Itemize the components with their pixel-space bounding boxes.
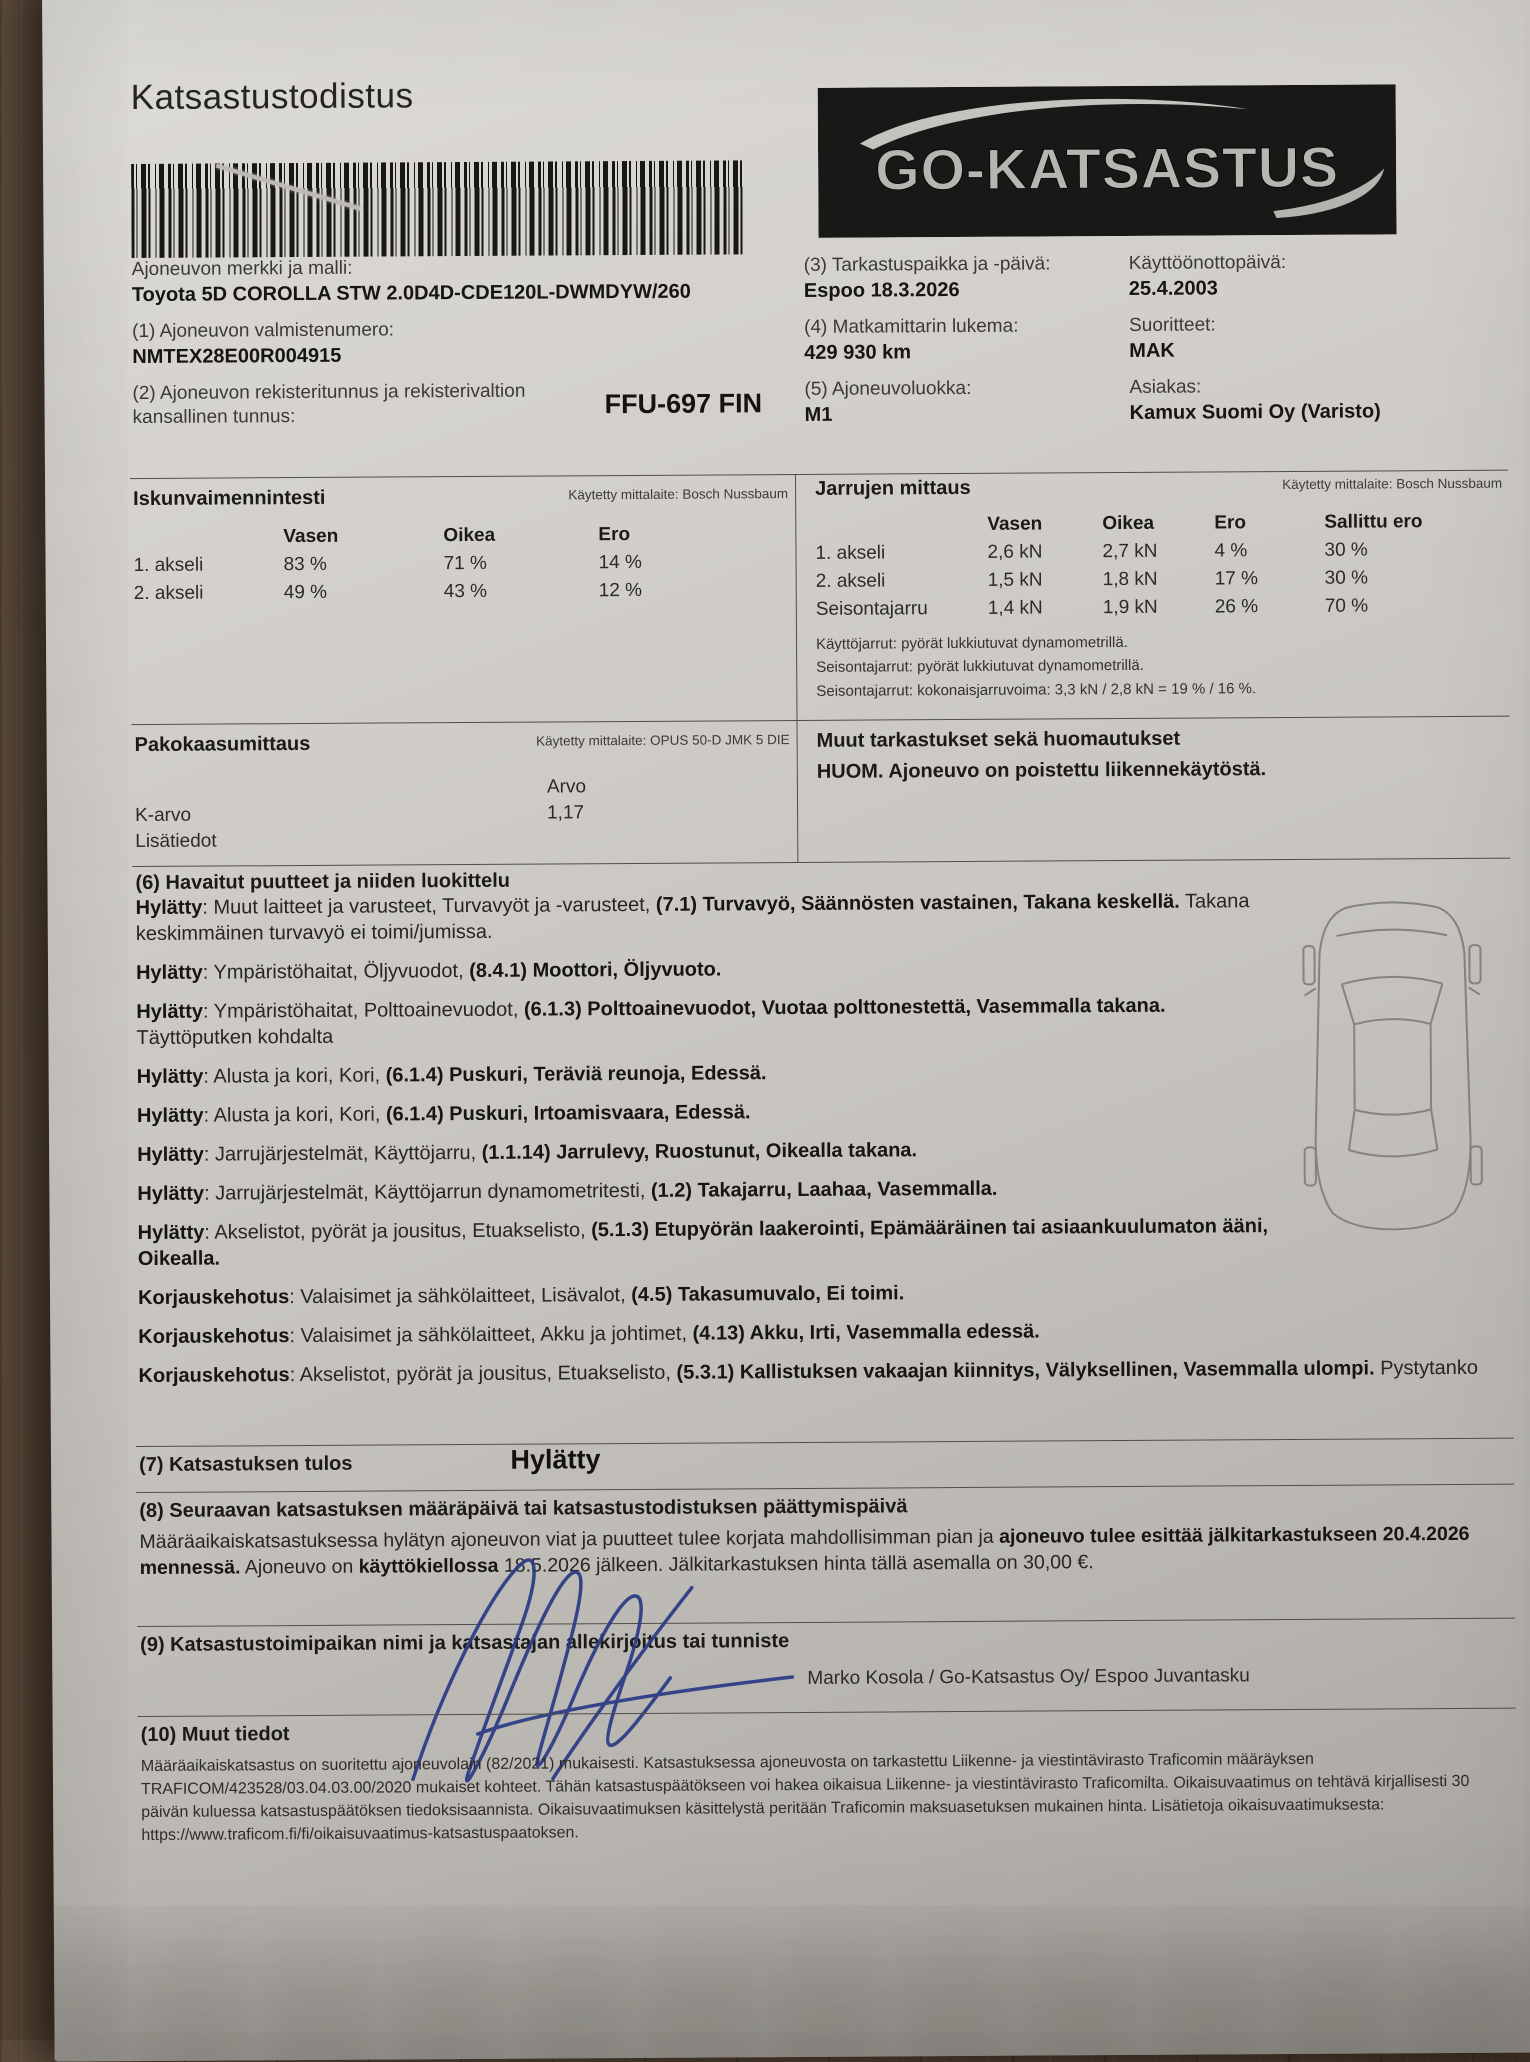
- defects-heading: (6) Havaitut puutteet ja niiden luokittelu: [135, 869, 511, 895]
- table-cell: 49 %: [283, 581, 328, 604]
- table-cell: 17 %: [1214, 568, 1259, 590]
- col-header: Ero: [598, 524, 631, 546]
- defect-item: Hylätty: Alusta ja kori, Kori, (6.1.4) Puskuri, Teräviä reunoja, Edessä.: [136, 1062, 767, 1089]
- table-cell: 14 %: [598, 551, 642, 574]
- brake-note: Seisontajarrut: kokonaisjarruvoima: 3,3 kN / 2,8 kN = 19 % / 16 %.: [816, 679, 1257, 700]
- table-cell: 71 %: [443, 552, 487, 575]
- customer-label: Asiakas:: [1129, 376, 1202, 398]
- intro-date-label: Käyttöönottopäivä:: [1128, 252, 1287, 274]
- divider: [137, 1618, 1515, 1627]
- brake-test-panel: [815, 474, 1503, 703]
- col-header: Vasen: [987, 513, 1043, 535]
- service-value: MAK: [1129, 339, 1175, 362]
- divider: [132, 716, 1510, 725]
- table-row-label: 1. akseli: [815, 542, 886, 564]
- table-cell: 12 %: [598, 579, 643, 602]
- make-model-cell: [132, 254, 804, 320]
- odometer-value: 429 930 km: [804, 341, 912, 364]
- result-section: [138, 1444, 601, 1478]
- intro-date-cell: [1129, 250, 1501, 314]
- col-header: Sallittu ero: [1324, 511, 1423, 533]
- inspection-result: Hylätty: [510, 1444, 601, 1475]
- go-katsastus-logo: [818, 84, 1397, 238]
- certificate-paper: [42, 0, 1530, 2062]
- defect-item: Korjauskehotus: Valaisimet ja sähkölaitteet, Akku ja johtimet, (4.13) Akku, Irti, Vasemmalla edessä.: [138, 1320, 1040, 1349]
- table-row-label: 2. akseli: [133, 582, 204, 605]
- car-top-view-diagram: [1298, 893, 1488, 1236]
- other-info-heading: (10) Muut tiedot: [140, 1723, 290, 1747]
- shock-test-table: [133, 523, 788, 605]
- table-cell: 4 %: [1214, 540, 1248, 562]
- defect-item: Hylätty: Ympäristöhaitat, Polttoainevuodot, (6.1.3) Polttoainevuodot, Vuotaa polttonestettä, Vasemmalla takana. Täyttöputken kohdalta: [136, 994, 1166, 1050]
- emission-test-panel: [135, 730, 791, 853]
- table-row-label: 1. akseli: [133, 554, 204, 577]
- col-header: Oikea: [1102, 512, 1155, 535]
- logo-text: GO-KATSASTUS: [875, 135, 1340, 203]
- table-row-label: 2. akseli: [815, 570, 886, 592]
- place-value: Espoo 18.3.2026: [803, 278, 960, 302]
- defect-item: Korjauskehotus: Akselistot, pyörät ja jousitus, Etuakselisto, (5.3.1) Kallistuksen vakaajan kiinnitys, Välyksellinen, Vasemmalla ulompi. Pystytanko: [138, 1356, 1479, 1388]
- emission-table: [135, 775, 790, 853]
- signature-section: [140, 1626, 1505, 1657]
- brake-test-notes: [816, 629, 1503, 703]
- brake-note: Käyttöjarrut: pyörät lukkiutuvat dynamometrillä.: [815, 633, 1128, 653]
- odometer-label: (4) Matkamittarin lukema:: [804, 315, 1019, 338]
- table-cell: 2,7 kN: [1102, 540, 1158, 563]
- other-checks-panel: [817, 726, 1504, 784]
- page-title: Katsastustodistus: [130, 76, 414, 118]
- next-inspection-text: Määräaikaiskatsastuksessa hylätyn ajoneuvon viat ja puutteet tulee korjata mahdollisimman pian ja ajoneuvo tulee esittää jälkitarkastukseen 20.4.2026 mennessä. Ajoneuvo on käyttökiellossa 18.5.2026 jälkeen. Jälkitarkastuksen hinta tällä asemalla on 30,00 €.: [139, 1522, 1470, 1579]
- customer-cell: [1129, 374, 1501, 438]
- shock-absorber-test-panel: [133, 484, 789, 605]
- table-cell: 1,8 kN: [1102, 568, 1158, 591]
- divider: [138, 1708, 1516, 1717]
- other-checks-note: HUOM. Ajoneuvo on poistettu liikennekäytöstä.: [816, 758, 1267, 783]
- defects-section: [135, 864, 1500, 1402]
- defect-item: Korjauskehotus: Valaisimet ja sähkölaitteet, Lisävalot, (4.5) Takasumuvalo, Ei toimi.: [137, 1282, 905, 1310]
- panel-divider: [795, 474, 798, 862]
- vehicle-class-value: M1: [804, 403, 833, 426]
- table-row-label: Seisontajarru: [815, 598, 928, 620]
- shock-test-device: Käytetty mittalaite: Bosch Nussbaum: [568, 486, 789, 503]
- table-cell: 83 %: [283, 553, 327, 576]
- intro-date-value: 25.4.2003: [1128, 277, 1218, 300]
- other-info-section: [141, 1716, 1504, 1847]
- vehicle-class-cell: [804, 376, 1129, 440]
- service-cell: [1129, 312, 1501, 376]
- vin-label: (1) Ajoneuvon valmistenumero:: [132, 319, 395, 343]
- odometer-cell: [804, 314, 1129, 378]
- vehicle-class-label: (5) Ajoneuvoluokka:: [804, 377, 972, 400]
- table-cell: 1,9 kN: [1102, 596, 1158, 619]
- vehicle-info-grid: [132, 250, 1502, 444]
- make-model-value: Toyota 5D COROLLA STW 2.0D4D-CDE120L-DWMDYW/260: [131, 280, 691, 306]
- brake-test-table: [815, 511, 1503, 621]
- defect-item: Hylätty: Alusta ja kori, Kori, (6.1.4) Puskuri, Irtoamisvaara, Edessä.: [136, 1101, 751, 1128]
- emission-device: Käytetty mittalaite: OPUS 50-D JMK 5 DIE: [535, 732, 790, 749]
- brake-test-title: Jarrujen mittaus: [815, 476, 971, 500]
- place-cell: [804, 252, 1129, 316]
- registration-cell: [132, 378, 804, 444]
- defect-item: Hylätty: Jarrujärjestelmät, Käyttöjarru, (1.1.14) Jarrulevy, Ruostunut, Oikealla takana.: [137, 1139, 918, 1167]
- signature-heading: (9) Katsastustoimipaikan nimi ja katsastajan allekirjoitus tai tunniste: [140, 1630, 790, 1657]
- defect-item: Hylätty: Ympäristöhaitat, Öljyvuodot, (8.4.1) Moottori, Öljyvuoto.: [135, 958, 722, 985]
- emission-title: Pakokaasumittaus: [134, 732, 311, 757]
- result-heading: (7) Katsastuksen tulos: [138, 1452, 353, 1477]
- table-row-label: Lisätiedot: [135, 830, 217, 853]
- next-inspection-heading: (8) Seuraavan katsastuksen määräpäivä tai katsastustodistuksen päättymispäivä: [139, 1495, 908, 1523]
- brake-test-device: Käytetty mittalaite: Bosch Nussbaum: [1282, 475, 1503, 493]
- defect-item: Hylätty: Akselistot, pyörät ja jousitus, Etuakselisto, (5.1.3) Etupyörän laakerointi, Epämääräinen tai asiaankuulumaton ääni, Oikealla.: [137, 1215, 1269, 1271]
- make-model-label: Ajoneuvon merkki ja malli:: [131, 257, 353, 281]
- shock-test-title: Iskunvaimennintesti: [133, 486, 326, 511]
- col-header: Ero: [1214, 512, 1247, 534]
- divider: [136, 1484, 1514, 1493]
- registration-label: (2) Ajoneuvon rekisteritunnus ja rekisterivaltion kansallinen tunnus:: [132, 380, 526, 428]
- table-cell: 2,6 kN: [987, 541, 1043, 563]
- col-header: Vasen: [283, 525, 339, 548]
- other-info-text: Määräaikaiskatsastus on suoritettu ajoneuvolain (82/2021) mukaisesti. Katsastuksessa ajoneuvosta on tarkastettu Liikenne- ja viestintävirasto Traficomin määräyksen TRAFICOM/423528/03.04.03.00/2020 mukaiset kohteet. Tähän katsastuspäätökseen voi hakea oikaisua Liikenne- ja viestintävirasto Traficomilta. Oikaisuvaatimus on tehtävä kirjallisesti 30 päivän kuluessa katsastuspäätöksen tiedoksisaannista. Oikaisuvaatimuksen käsittelystä peritään Traficomin maksuasetuksen mukainen hinta. Lisätietoja oikaisuvaatimuksesta: https://www.traficom.fi/fi/oikaisuvaatimus-katsastuspaatoksen.: [140, 1750, 1470, 1845]
- table-cell: 43 %: [443, 580, 488, 603]
- table-row-label: K-arvo: [135, 804, 192, 827]
- col-header: Oikea: [443, 524, 496, 547]
- vin-value: NMTEX28E00R004915: [132, 344, 342, 368]
- brake-note: Seisontajarrut: pyörät lukkiutuvat dynamometrillä.: [816, 657, 1144, 677]
- barcode: [131, 160, 744, 258]
- col-header: Arvo: [546, 776, 587, 798]
- table-cell: 70 %: [1324, 595, 1369, 617]
- customer-value: Kamux Suomi Oy (Varisto): [1129, 400, 1381, 424]
- defect-item: Hylätty: Muut laitteet ja varusteet, Turvavyöt ja -varusteet, (7.1) Turvavyö, Säännösten vastainen, Takana keskellä. Takana keskimmäinen turvavyö ei toimi/jumissa.: [135, 890, 1250, 946]
- table-cell: 26 %: [1214, 596, 1259, 618]
- table-cell: 30 %: [1324, 567, 1369, 589]
- service-label: Suoritteet:: [1129, 314, 1216, 336]
- table-cell: 1,4 kN: [987, 597, 1043, 619]
- table-cell: 30 %: [1324, 539, 1368, 561]
- place-label: (3) Tarkastuspaikka ja -päivä:: [803, 253, 1051, 276]
- divider: [136, 1438, 1514, 1447]
- defect-item: Hylätty: Jarrujärjestelmät, Käyttöjarrun dynamometritesti, (1.2) Takajarru, Laahaa, Vasemmalla.: [137, 1177, 998, 1206]
- inspector-name: Marko Kosola / Go-Katsastus Oy/ Espoo Juvantasku: [807, 1665, 1250, 1689]
- vin-cell: [132, 316, 804, 382]
- table-cell: 1,17: [547, 802, 585, 824]
- registration-number: FFU-697 FIN: [604, 388, 763, 420]
- table-cell: 1,5 kN: [987, 569, 1043, 591]
- other-checks-title: Muut tarkastukset sekä huomautukset: [816, 727, 1181, 752]
- next-inspection-section: [139, 1492, 1504, 1582]
